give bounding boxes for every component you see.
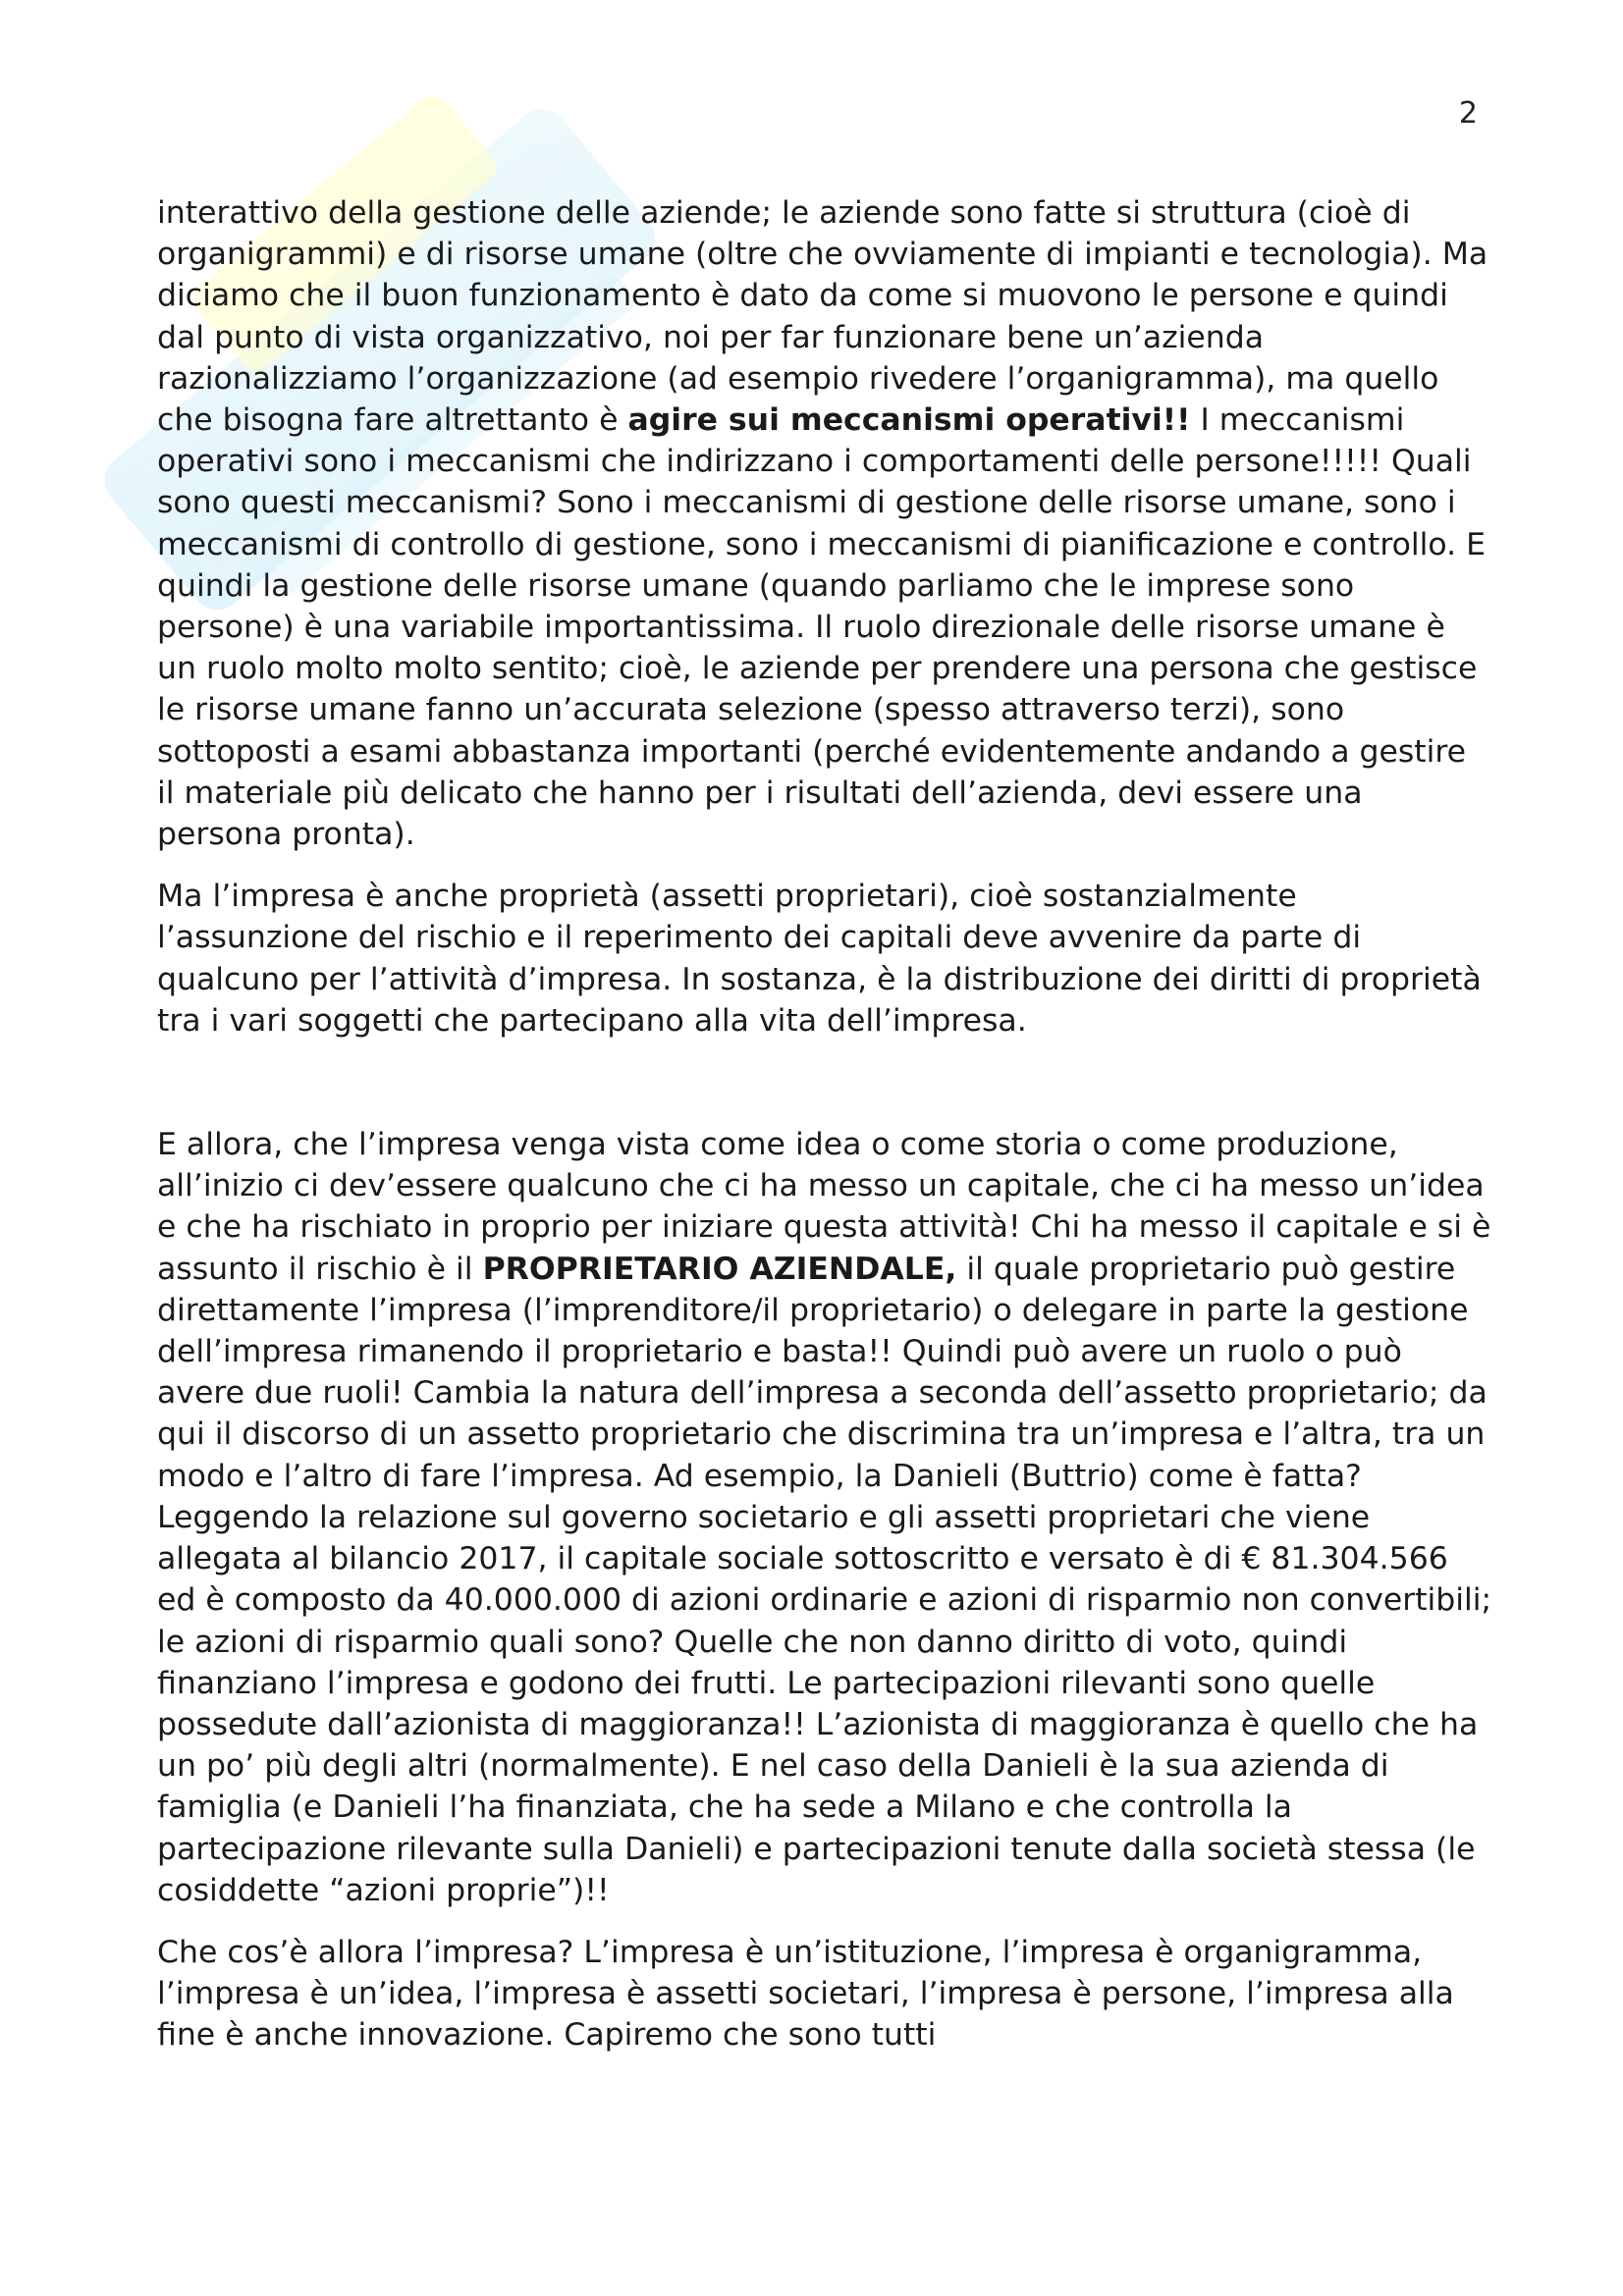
- text-segment: Ma l’impresa è anche proprietà (assetti proprietari), cioè sostanzialmente l’assunzione del rischio e il reperimento dei capitali deve avvenire da parte di qualcuno per l’attività d’impresa. In sostanza, è la distribuzione dei diritti di proprietà tra i vari soggetti che partecipano alla vita dell’impresa.: [157, 879, 1482, 1039]
- text-segment: il quale proprietario può gestire direttamente l’impresa (l’imprenditore/il proprietario) o delegare in parte la gestione dell’impresa rimanendo il proprietario e basta!! Quindi può avere un ruolo o può avere due ruoli! Cambia la natura dell’impresa a seconda dell’assetto proprietario; da qui il discorso di un assetto proprietario che discrimina tra un’impresa e l’altra, tra un modo e l’altro di fare l’impresa. Ad esempio, la Danieli (Buttrio) come è fatta? Leggendo la relazione sul governo societario e gli assetti proprietari che viene allegata al bilancio 2017, il capitale sociale sottoscritto e versato è di € 81.304.566 ed è composto da 40.000.000 di azioni ordinarie e azioni di risparmio non convertibili; le azioni di risparmio quali sono? Quelle che non danno diritto di voto, quindi finanziano l’impresa e godono dei frutti. Le partecipazioni rilevanti sono quelle possedute dall’azionista di maggioranza!! L’azionista di maggioranza è quello che ha un po’ più degli altri (normalmente). E nel caso della Danieli è la sua azienda di famiglia (e Danieli l’ha finanziata, che ha sede a Milano e che controlla la partecipazione rilevante sulla Danieli) e partecipazioni tenute dalla società stessa (le cosiddette “azioni proprie”)!!: [157, 1251, 1492, 1908]
- document-body: [157, 192, 1492, 2077]
- paragraph-p3: [157, 1124, 1492, 1911]
- text-segment: E allora, che l’impresa venga vista come idea o come storia o come produzione, all’inizio ci dev’essere qualcuno che ci ha messo un capitale, che ci ha messo un’idea e che ha rischiato in proprio per iniziare questa attività! Chi ha messo il capitale e si è assunto il rischio è il: [157, 1127, 1491, 1287]
- paragraph-p1: [157, 192, 1492, 855]
- text-segment: interattivo della gestione delle aziende; le aziende sono fatte si struttura (cioè di organigrammi) e di risorse umane (oltre che ovviamente di impianti e tecnologia). Ma diciamo che il buon funzionamento è dato da come si muovono le persone e quindi dal punto di vista organizzativo, noi per far funzionare bene un’azienda razionalizziamo l’organizzazione (ad esempio rivedere l’organigramma), ma quello che bisogna fare altrettanto è: [157, 195, 1488, 439]
- paragraph-p4: [157, 1932, 1492, 2056]
- text-segment: I meccanismi operativi sono i meccanismi che indirizzano i comportamenti delle persone!!!!! Quali sono questi meccanismi? Sono i meccanismi di gestione delle risorse umane, sono i meccanismi di controllo di gestione, sono i meccanismi di pianificazione e controllo. E quindi la gestione delle risorse umane (quando parliamo che le imprese sono persone) è una variabile importantissima. Il ruolo direzionale delle risorse umane è un ruolo molto molto sentito; cioè, le aziende per prendere una persona che gestisce le risorse umane fanno un’accurata selezione (spesso attraverso terzi), sono sottoposti a esami abbastanza importanti (perché evidentemente andando a gestire il materiale più delicato che hanno per i risultati dell’azienda, devi essere una persona pronta).: [157, 402, 1487, 853]
- bold-text-segment: agire sui meccanismi operativi!!: [627, 402, 1191, 439]
- bold-text-segment: PROPRIETARIO AZIENDALE,: [482, 1251, 957, 1287]
- text-segment: Che cos’è allora l’impresa? L’impresa è un’istituzione, l’impresa è organigramma, l’impresa è un’idea, l’impresa è assetti societari, l’impresa è persone, l’impresa alla fine è anche innovazione. Capiremo che sono tutti: [157, 1934, 1454, 2054]
- paragraph-p2: [157, 876, 1492, 1041]
- page-number: 2: [1458, 96, 1478, 131]
